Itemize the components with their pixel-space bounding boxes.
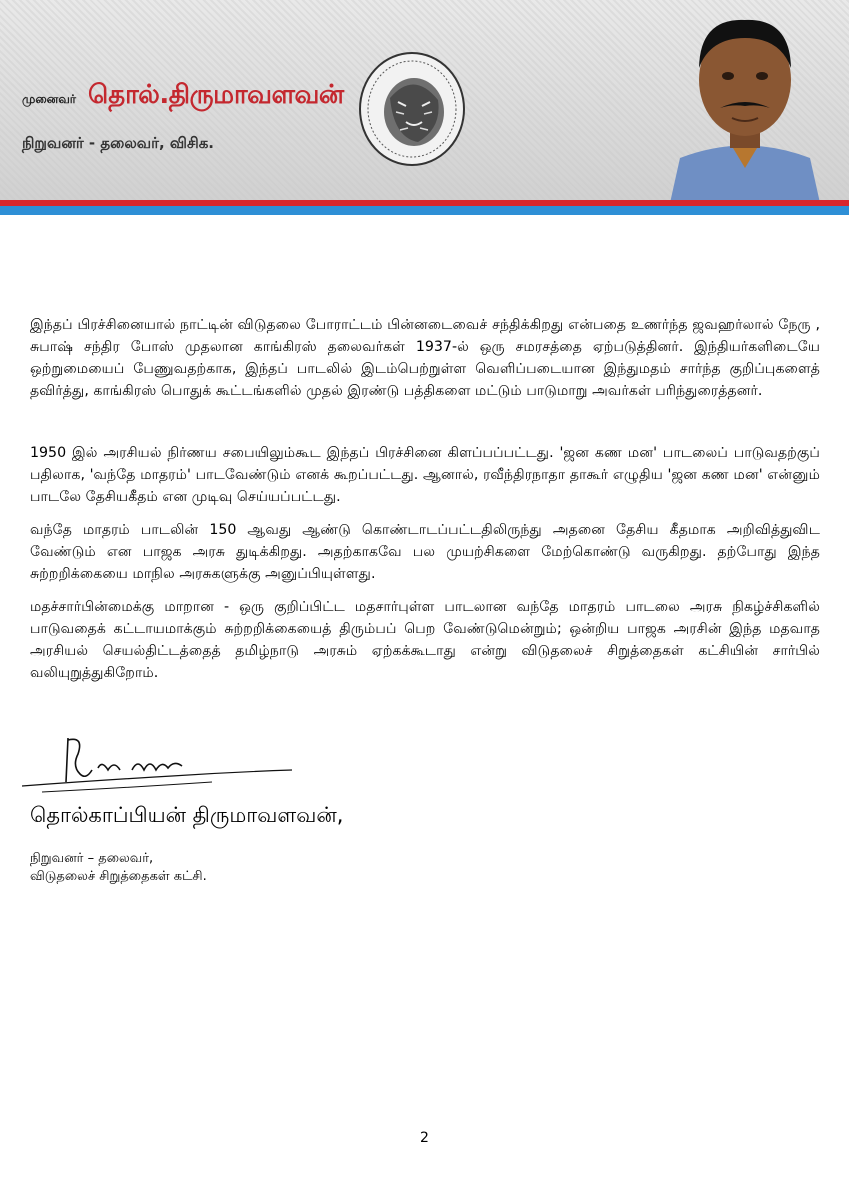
signatory-name: தொல்காப்பியன் திருமாவளவன், [30,803,344,827]
paragraph-3: வந்தே மாதரம் பாடலின் 150 ஆவது ஆண்டு கொண்டாடப்பட்டதிலிருந்து அதனை தேசிய கீதமாக அறிவித்துவிட வேண்டும் என பாஜக அரசு துடிக்கிறது. அதற்காகவே பல முயற்சிகளை மேற்கொண்டு வருகிறது. தற்போது இந்த சுற்றறிக்கையை மாநில அரசுகளுக்கு அனுப்பியுள்ளது. [30,522,820,583]
page-number: 2 [420,1130,429,1146]
header-blue-stripe [0,206,849,215]
paragraph-1: இந்தப் பிரச்சினையால் நாட்டின் விடுதலை போராட்டம் பின்னடைவைச் சந்திக்கிறது என்பதை உணர்ந்த ஜவஹர்லால் நேரு , சுபாஷ் சந்திர போஸ் முதலான காங்கிரஸ் தலைவர்கள் 1937-ல் ஒரு சமரசத்தை ஏற்படுத்தினர். இந்தியர்களிடையே ஒற்றுமையைப் பேணுவதற்காக, இந்தப் பாடலில் இடம்பெற்றுள்ள வெளிப்படையான இந்துமதம் சார்ந்த குறிப்புகளைத் தவிர்த்து, காங்கிரஸ் பொதுக் கூட்டங்களில் முதல் இரண்டு பத்திகளை மட்டும் பாடுமாறு அவர்கள் பரிந்துரைத்தனர். [30,317,820,400]
title-prefix: முனைவர் [22,92,77,106]
handwritten-signature [22,730,302,800]
signatory-party: விடுதலைச் சிறுத்தைகள் கட்சி. [30,869,207,884]
party-emblem [356,50,468,168]
paragraph-2: 1950 இல் அரசியல் நிர்ணய சபையிலும்கூட இந்தப் பிரச்சினை கிளப்பப்பட்டது. 'ஜன கண மன' பாடலைப் பாடுவதற்குப் பதிலாக, 'வந்தே மாதரம்' பாடவேண்டும் எனக் கூறப்பட்டது. ஆனால், ரவீந்திரநாதா தாகூர் எழுதிய 'ஜன கண மன' என்னும் பாடலே தேசியகீதம் என முடிவு செய்யப்பட்டது. [30,445,820,506]
paragraph-4: மதச்சார்பின்மைக்கு மாறான - ஒரு குறிப்பிட்ட மதசார்புள்ள பாடலான வந்தே மாதரம் பாடலை அரசு நிகழ்ச்சிகளில் பாடுவதைக் கட்டாயமாக்கும் சுற்றறிக்கையைத் திரும்பப் பெற வேண்டுமென்றும்; ஒன்றிய பாஜக அரசின் இந்த மதவாத அரசியல் செயல்திட்டத்தைத் தமிழ்நாடு அரசும் ஏற்கக்கூடாது என்று விடுதலைச் சிறுத்தைகள் கட்சியின் சார்பில் வலியுறுத்துகிறோம். [30,599,820,682]
leader-name: தொல்.திருமாவளவன் [88,80,344,110]
letterhead [0,0,849,215]
leader-portrait [670,8,820,203]
signatory-role: நிறுவனர் – தலைவர், [30,851,154,866]
founder-title: நிறுவனர் - தலைவர், விசிக. [22,134,215,152]
